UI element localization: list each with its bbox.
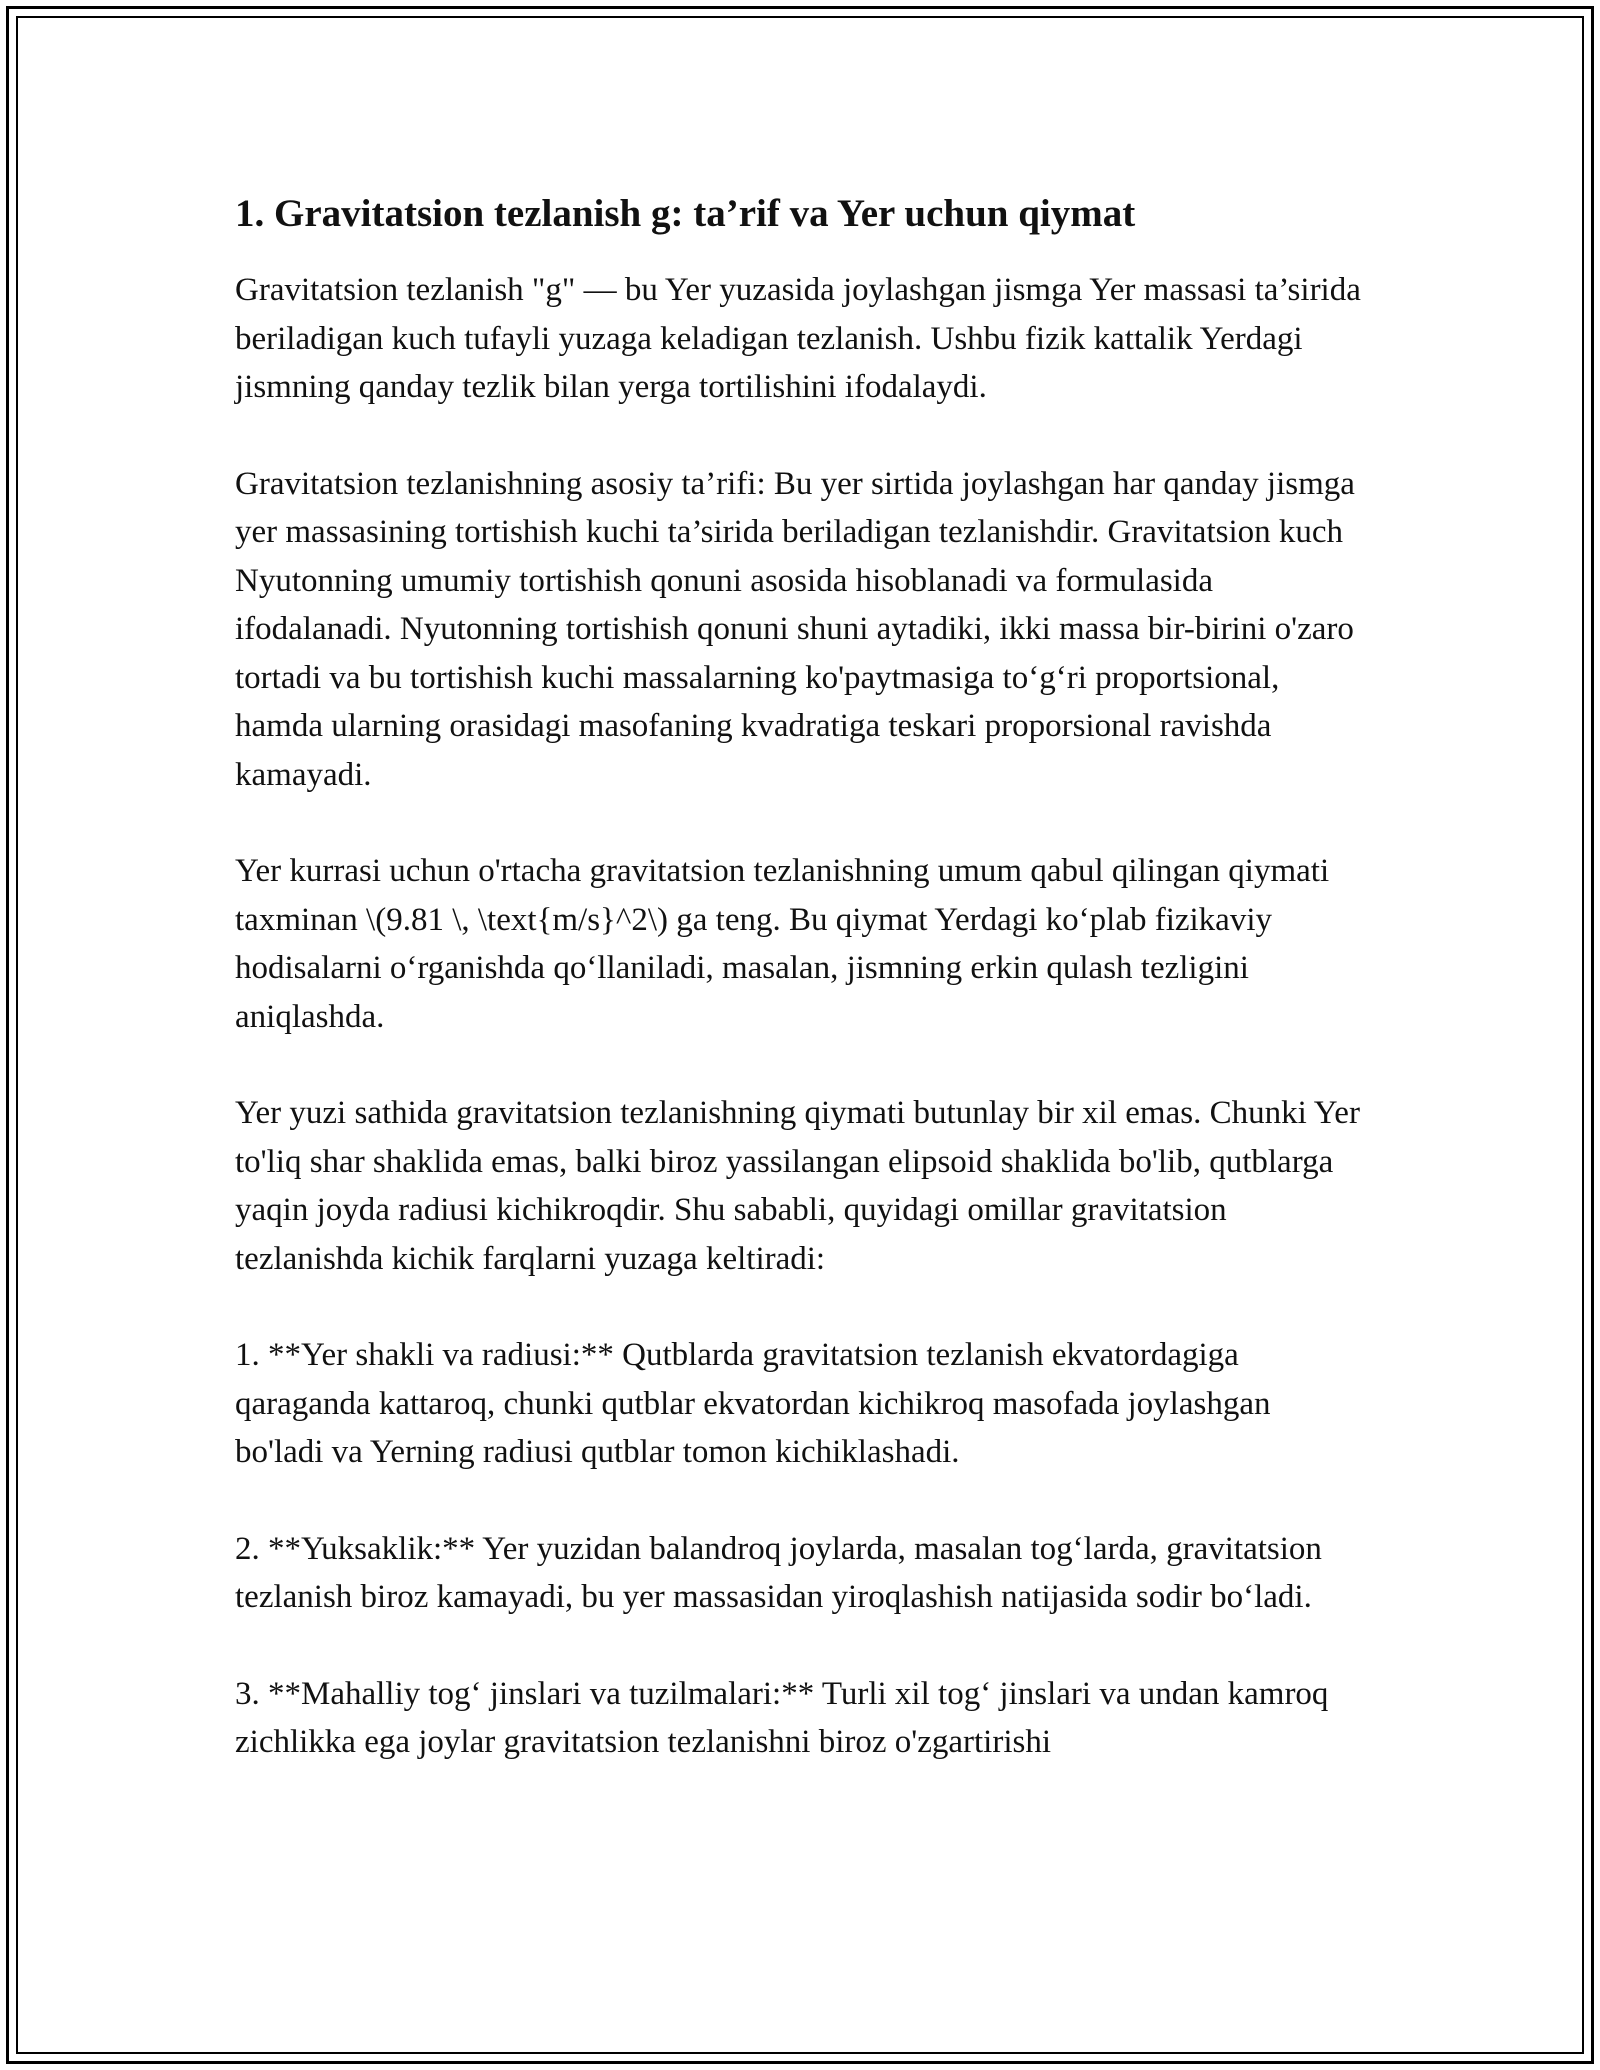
list-item-local-rocks: 3. **Mahalliy tog‘ jinslari va tuzilmalari:** Turli xil tog‘ jinslari va undan kamroq zichlikka ega joylar gravitatsion tezlanishni biroz o'zgartirishi	[235, 1675, 1329, 1760]
list-item-shape-radius: 1. **Yer shakli va radiusi:** Qutblarda gravitatsion tezlanish ekvatordagiga qaraganda kattaroq, chunki qutblar ekvatordan kichikroq masofada joylashgan bo'ladi va Yerning radiusi qutblar tomon kichiklashadi.	[235, 1337, 1271, 1470]
paragraph-definition: Gravitatsion tezlanish "g" — bu Yer yuzasida joylashgan jismga Yer massasi ta’sirida beriladigan kuch tufayli yuzaga keladigan tezlanish. Ushbu fizik kattalik Yerdagi jismning qanday tezlik bilan yerga tortilishini ifodalaydi.	[235, 272, 1361, 405]
document-body	[235, 186, 1365, 1815]
paragraph-earth-value: Yer kurrasi uchun o'rtacha gravitatsion tezlanishning umum qabul qilingan qiymati taxminan \(9.81 \, \text{m/s}^2\) ga teng. Bu qiymat Yerdagi ko‘plab fizikaviy hodisalarni o‘rganishda qo‘llaniladi, masalan, jismning erkin qulash tezligini aniqlashda.	[235, 853, 1330, 1035]
paragraph-variation: Yer yuzi sathida gravitatsion tezlanishning qiymati butunlay bir xil emas. Chunki Yer to'liq shar shaklida emas, balki biroz yassilangan elipsoid shaklida bo'lib, qutblarga yaqin joyda radiusi kichikroqdir. Shu sababli, quyidagi omillar gravitatsion tezlanishda kichik farqlarni yuzaga keltiradi:	[235, 1095, 1360, 1277]
paragraph-basic-definition: Gravitatsion tezlanishning asosiy ta’rifi: Bu yer sirtida joylashgan har qanday jismga yer massasining tortishish kuchi ta’sirida beriladigan tezlanishdir. Gravitatsion kuch Nyutonning umumiy tortishish qonuni asosida hisoblanadi va formulasida ifodalanadi. Nyutonning tortishish qonuni shuni aytadiki, ikki massa bir-birini o'zaro tortadi va bu tortishish kuchi massalarning ko'paytmasiga to‘g‘ri proportsional, hamda ularning orasidagi masofaning kvadratiga teskari proporsional ravishda kamayadi.	[235, 465, 1355, 793]
list-item-altitude: 2. **Yuksaklik:** Yer yuzidan balandroq joylarda, masalan tog‘larda, gravitatsion tezlanish biroz kamayadi, bu yer massasidan yiroqlashish natijasida sodir bo‘ladi.	[235, 1530, 1322, 1615]
section-heading: 1. Gravitatsion tezlanish g: ta’rif va Yer uchun qiymat	[235, 192, 1136, 235]
